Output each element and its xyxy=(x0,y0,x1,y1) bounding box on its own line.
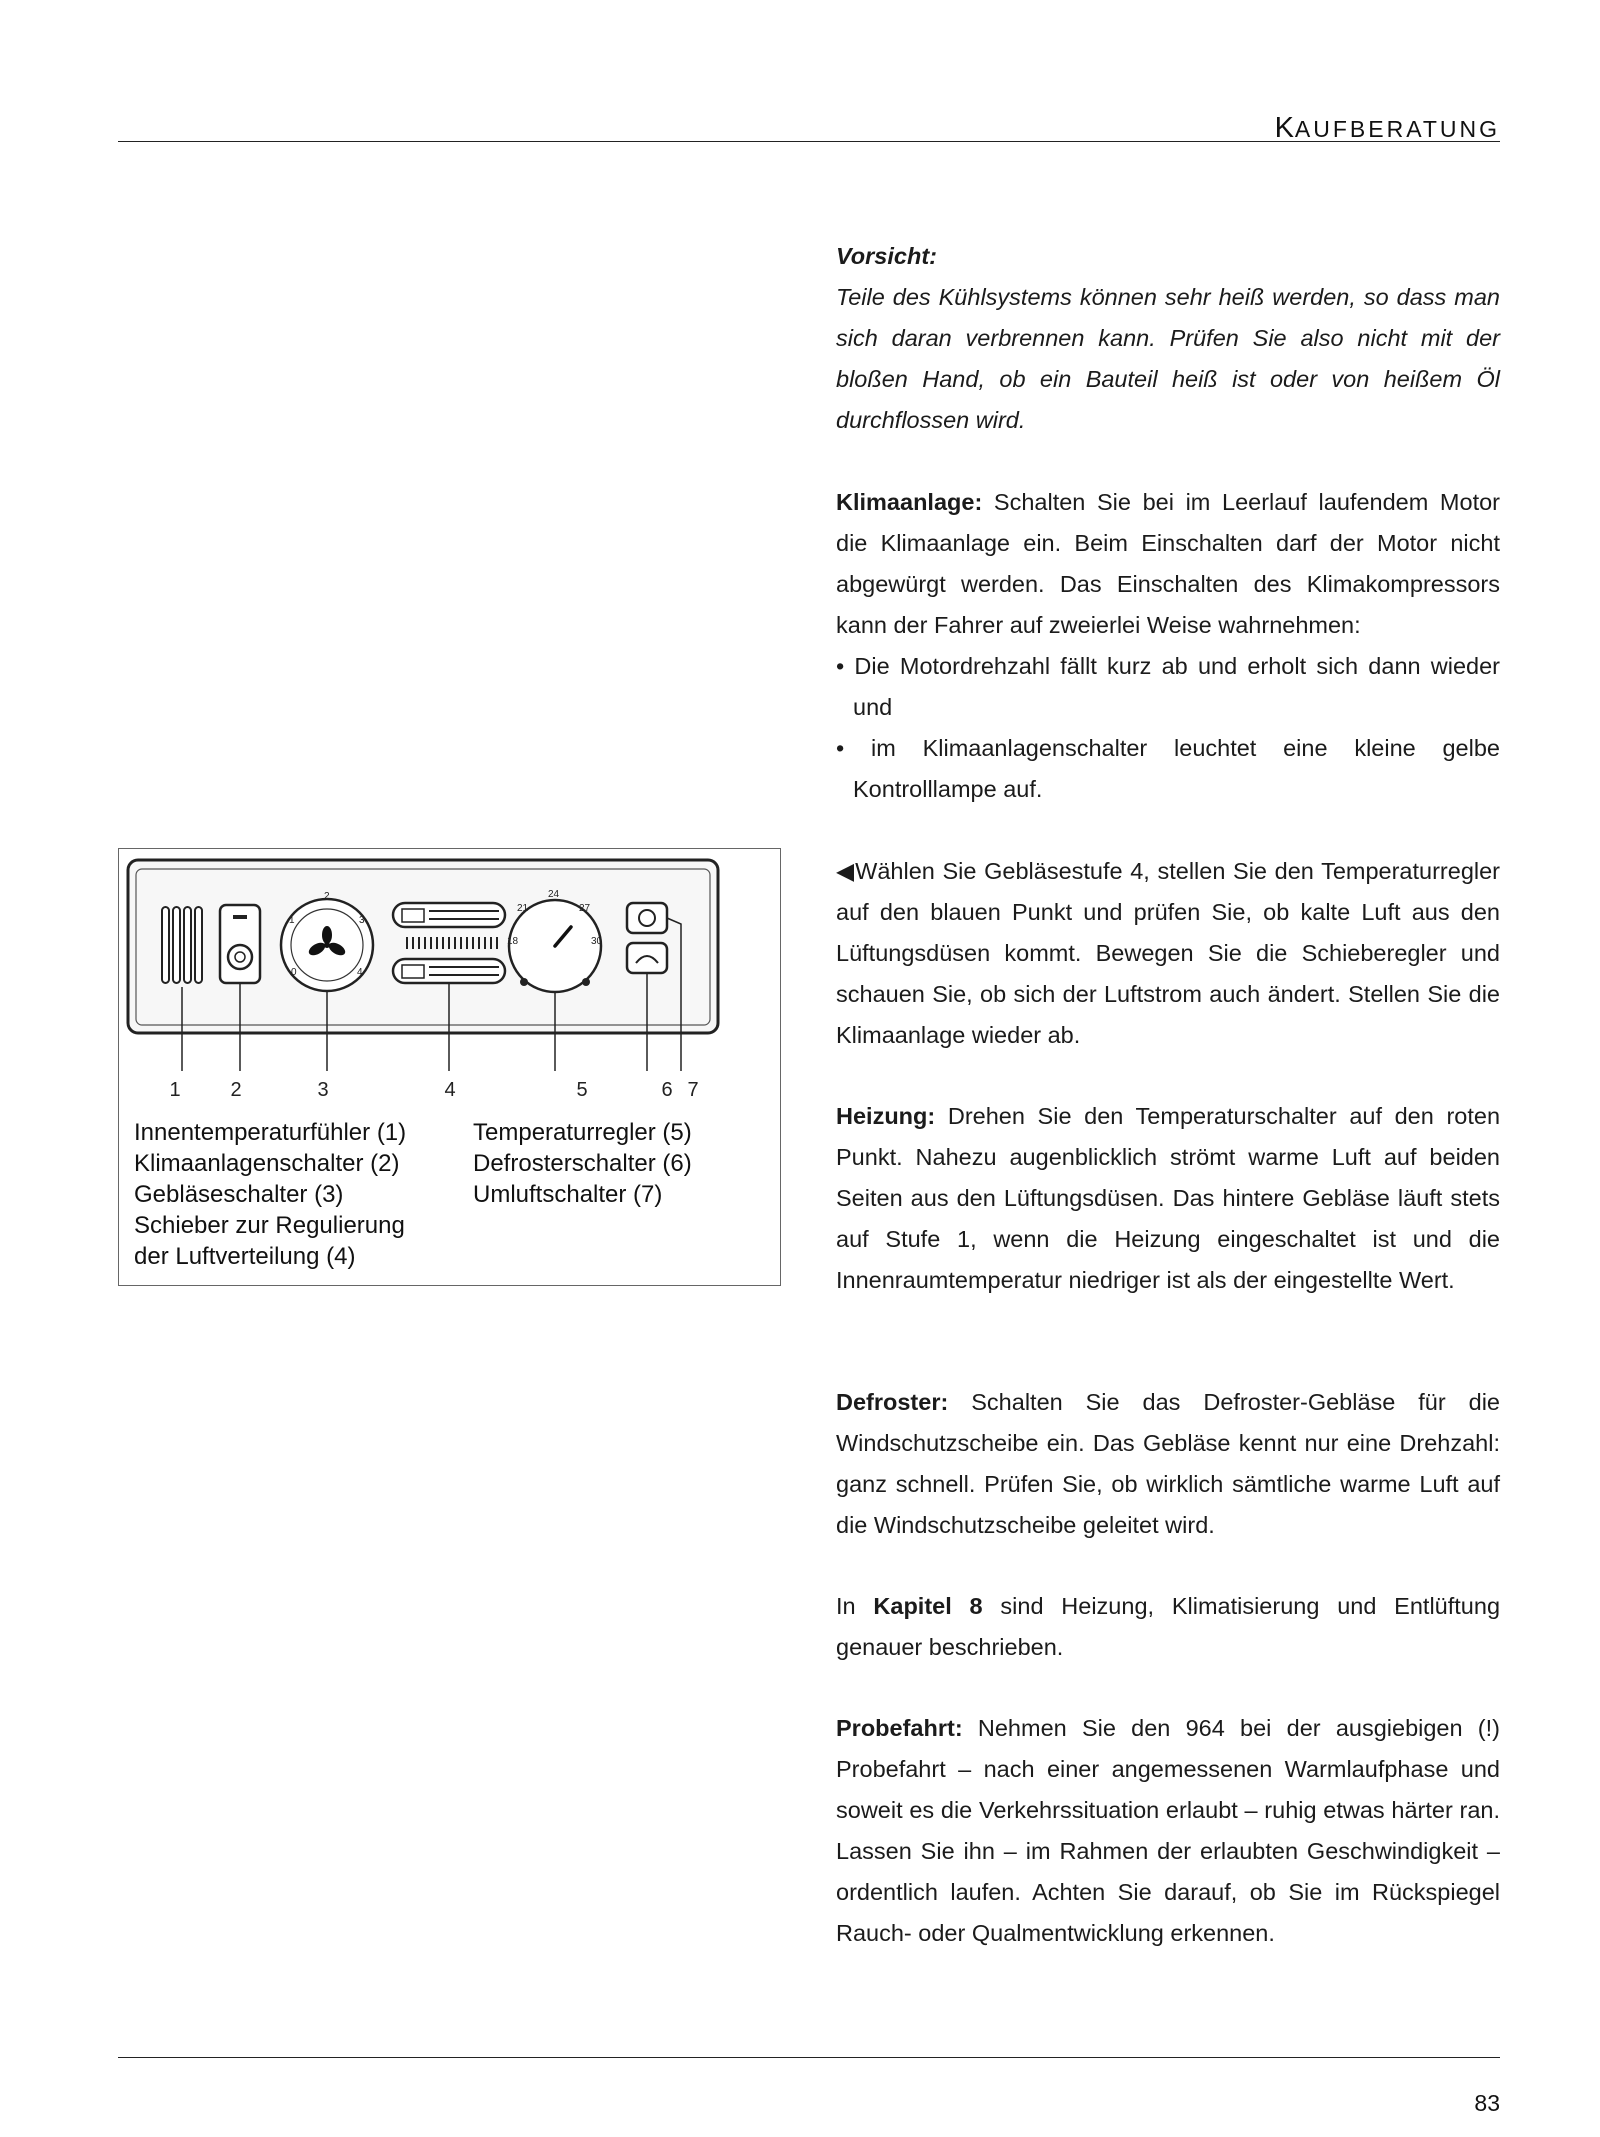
defroster-block xyxy=(836,1382,1500,1546)
callout-number: 7 xyxy=(687,1079,699,1101)
caption-line: Defrosterschalter (6) xyxy=(473,1150,692,1177)
kapitel-text: sind Heizung, Klimatisierung und Entlüftung genauer beschrieben. xyxy=(836,1593,1501,1660)
upper-slider-knob xyxy=(402,909,424,922)
fan-scale-label: 0 xyxy=(291,967,297,978)
control-panel-figure xyxy=(118,848,781,1286)
figure-caption-right xyxy=(473,1117,692,1210)
caption-line: Innentemperaturfühler (1) xyxy=(134,1119,407,1146)
header-rule xyxy=(118,141,1500,142)
probefahrt-block xyxy=(836,1708,1500,1954)
klimaanlage-text: Schalten Sie bei im Leerlauf laufendem Motor die Klimaanlage ein. Beim Einschalten darf der Motor nicht abgewürgt werden. Das Einschalten des Klimakompressors kann der Fahrer auf zweierlei Weise wahrnehmen: xyxy=(836,489,1500,638)
heizung-block xyxy=(836,1096,1500,1301)
fan-scale-label: 2 xyxy=(324,891,330,902)
ac-switch xyxy=(220,905,260,983)
caption-line: Temperaturregler (5) xyxy=(473,1119,692,1146)
temp-scale-label: 18 xyxy=(507,936,519,947)
kapitel-reference: Kapitel 8 xyxy=(873,1593,983,1619)
list-item: • im Klimaanlagenschalter leuchtet eine kleine gelbe Kontrolllampe auf. xyxy=(836,735,1500,802)
caution-text: Teile des Kühlsystems können sehr heiß werden, so dass man sich daran verbrennen kann. Prüfen Sie also nicht mit der bloßen Hand, ob ein Bauteil heiß ist oder von heißem Öl durchflossen wird. xyxy=(836,284,1500,433)
caption-line: Klimaanlagenschalter (2) xyxy=(134,1150,400,1177)
callout-number: 2 xyxy=(230,1079,242,1101)
ac-indicator-lamp xyxy=(233,915,247,919)
page-number: 83 xyxy=(1474,2090,1500,2116)
recirculation-switch xyxy=(627,903,667,933)
heizung-label: Heizung: xyxy=(836,1103,936,1129)
footer-rule xyxy=(118,2057,1500,2058)
snowflake-icon xyxy=(228,945,252,969)
klimaanlage-block xyxy=(836,482,1500,810)
callout-number: 1 xyxy=(169,1079,181,1101)
callout-number: 3 xyxy=(317,1079,329,1101)
caution-title: Vorsicht: xyxy=(836,243,937,269)
callout-number: 5 xyxy=(576,1079,588,1101)
fan-scale-label: 1 xyxy=(289,915,295,926)
defroster-text: Schalten Sie das Defroster-Gebläse für die Windschutzscheibe ein. Das Gebläse kennt nur eine Drehzahl: ganz schnell. Prüfen Sie, ob wirklich sämtliche warme Luft auf die Windschutzscheibe geleitet wird. xyxy=(836,1389,1500,1538)
ac-test-block xyxy=(836,851,1500,1056)
probefahrt-label: Probefahrt: xyxy=(836,1715,963,1741)
defroster-label: Defroster: xyxy=(836,1389,949,1415)
defroster-switch xyxy=(627,943,667,973)
temp-scale-label: 21 xyxy=(517,903,529,914)
caption-line: Schieber zur Regulierung xyxy=(134,1212,405,1239)
heizung-text: Drehen Sie den Temperaturschalter auf den roten Punkt. Nahezu augenblicklich strömt warme Luft auf beiden Seiten aus den Lüftungsdüsen. Das hintere Gebläse läuft stets auf Stufe 1, wenn die Heizung eingeschaltet ist und die Innenraumtemperatur niedriger ist als der eingestellte Wert. xyxy=(836,1103,1501,1293)
blue-dot xyxy=(520,978,528,986)
caption-line: Gebläseschalter (3) xyxy=(134,1181,344,1208)
temp-scale-label: 27 xyxy=(579,903,591,914)
list-item: • Die Motordrehzahl fällt kurz ab und erholt sich dann wieder und xyxy=(836,653,1500,720)
caption-line: Umluftschalter (7) xyxy=(473,1181,663,1208)
callouts xyxy=(169,1079,698,1101)
fan-scale-label: 3 xyxy=(359,915,365,926)
section-title: KAUFBERATUNG xyxy=(1274,112,1500,144)
red-dot xyxy=(582,978,590,986)
temp-scale-label: 24 xyxy=(548,889,560,900)
kapitel-block: In Kapitel 8 sind Heizung, Klimatisierung und Entlüftung genauer beschrieben. xyxy=(836,1593,1501,1660)
figure-caption-left xyxy=(134,1117,406,1272)
ac-test-text: ◀Wählen Sie Gebläsestufe 4, stellen Sie den Temperaturregler auf den blauen Punkt und prüfen Sie, ob kalte Luft aus den Lüftungsdüsen kommt. Bewegen Sie die Schieberegler und schauen Sie, ob sich der Luftstrom auch ändert. Stellen Sie die Klimaanlage wieder ab. xyxy=(836,858,1500,1048)
control-panel-illustration xyxy=(119,849,779,1114)
callout-number: 6 xyxy=(661,1079,673,1101)
temp-scale-label: 30 xyxy=(591,936,603,947)
caution-block xyxy=(836,236,1500,441)
klimaanlage-label: Klimaanlage: xyxy=(836,489,983,515)
probefahrt-text: Nehmen Sie den 964 bei der ausgiebigen (!) Probefahrt – nach einer angemessenen Warmlaufphase und soweit es die Verkehrssituation erlaubt – ruhig etwas härter ran. Lassen Sie ihn – im Rahmen der erlaubten Geschwindigkeit – ordentlich laufen. Achten Sie darauf, ob Sie im Rückspiegel Rauch- oder Qualmentwicklung erkennen. xyxy=(836,1715,1500,1946)
fan-scale-label: 4 xyxy=(357,967,363,978)
lower-slider-knob xyxy=(402,965,424,978)
callout-number: 4 xyxy=(444,1079,456,1101)
caption-line: der Luftverteilung (4) xyxy=(134,1243,356,1270)
